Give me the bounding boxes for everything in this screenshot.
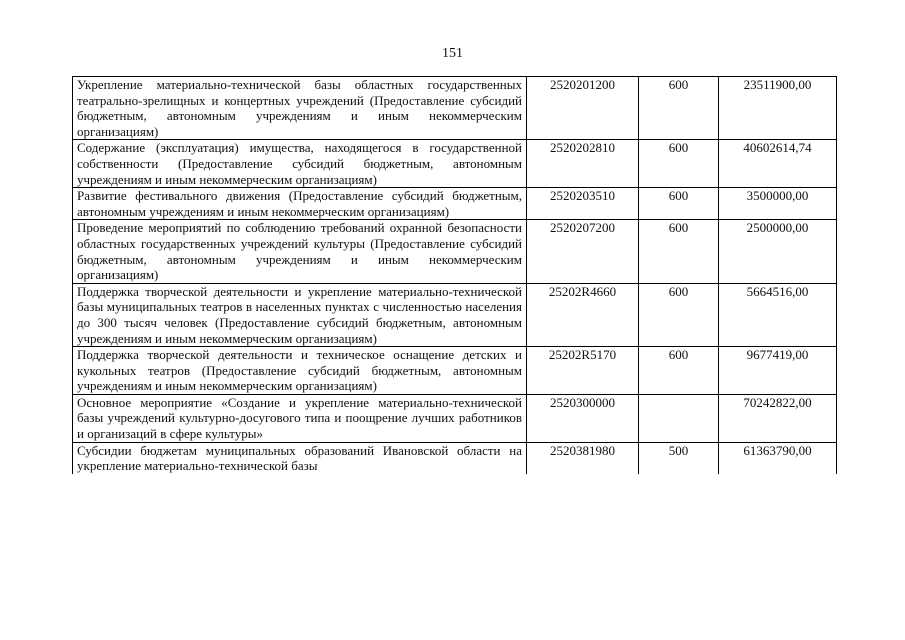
row-description: Проведение мероприятий по соблюдению требований охранной безопасности областных государственных учреждений культуры (Предоставление субсидий бюджетным, автономным учреждениям и иным некоммерческим организациям) [73,220,527,283]
row-description: Развитие фестивального движения (Предоставление субсидий бюджетным, автономным учреждениям и иным некоммерческим организациям) [73,188,527,220]
row-expense-type: 600 [639,77,719,140]
row-expense-type: 600 [639,283,719,346]
row-code: 2520207200 [527,220,639,283]
table-row [73,77,837,140]
row-expense-type [639,394,719,442]
row-expense-type: 600 [639,347,719,395]
table-row [73,442,837,474]
row-expense-type: 600 [639,140,719,188]
row-code: 2520203510 [527,188,639,220]
row-description [73,442,527,474]
row-amount: 3500000,00 [719,188,837,220]
row-description: Поддержка творческой деятельности и укрепление материально-технической базы муниципальных театров в населенных пунктах с численностью населения до 300 тысяч человек (Предоставление субсидий бюджетным, автономным учреждениям и иным некоммерческим организациям) [73,283,527,346]
table-row [73,188,837,220]
row-code: 25202R5170 [527,347,639,395]
row-expense-type: 600 [639,220,719,283]
row-amount: 5664516,00 [719,283,837,346]
table-row [73,283,837,346]
row-amount: 70242822,00 [719,394,837,442]
table-row [73,394,837,442]
row-code: 25202R4660 [527,283,639,346]
row-code: 2520202810 [527,140,639,188]
row-description: Укрепление материально-технической базы областных государственных театрально-зрелищных и концертных учреждений (Предоставление субсидий бюджетным, автономным учреждениям и иным некоммерческим организациям) [73,77,527,140]
budget-table [72,76,837,474]
table-row [73,347,837,395]
row-code: 2520201200 [527,77,639,140]
row-amount: 61363790,00 [719,442,837,474]
row-description: Содержание (эксплуатация) имущества, находящегося в государственной собственности (Предоставление субсидий бюджетным, автономным учреждениям и иным некоммерческим организациям) [73,140,527,188]
row-amount: 23511900,00 [719,77,837,140]
row-expense-type: 500 [639,442,719,474]
row-expense-type: 600 [639,188,719,220]
row-code: 2520381980 [527,442,639,474]
row-amount: 2500000,00 [719,220,837,283]
page-number: 151 [442,46,463,61]
row-amount: 9677419,00 [719,347,837,395]
row-description-text: Субсидии бюджетам муниципальных образований Ивановской области на укрепление материально-технической базы [77,442,522,474]
row-description: Основное мероприятие «Создание и укрепление материально-технической базы учреждений культурно-досугового типа и поощрение лучших работников и организаций в сфере культуры» [73,394,527,442]
row-amount: 40602614,74 [719,140,837,188]
row-description: Поддержка творческой деятельности и техническое оснащение детских и кукольных театров (Предоставление субсидий бюджетным, автономным учреждениям и иным некоммерческим организациям) [73,347,527,395]
table-row [73,220,837,283]
table-row [73,140,837,188]
row-code: 2520300000 [527,394,639,442]
